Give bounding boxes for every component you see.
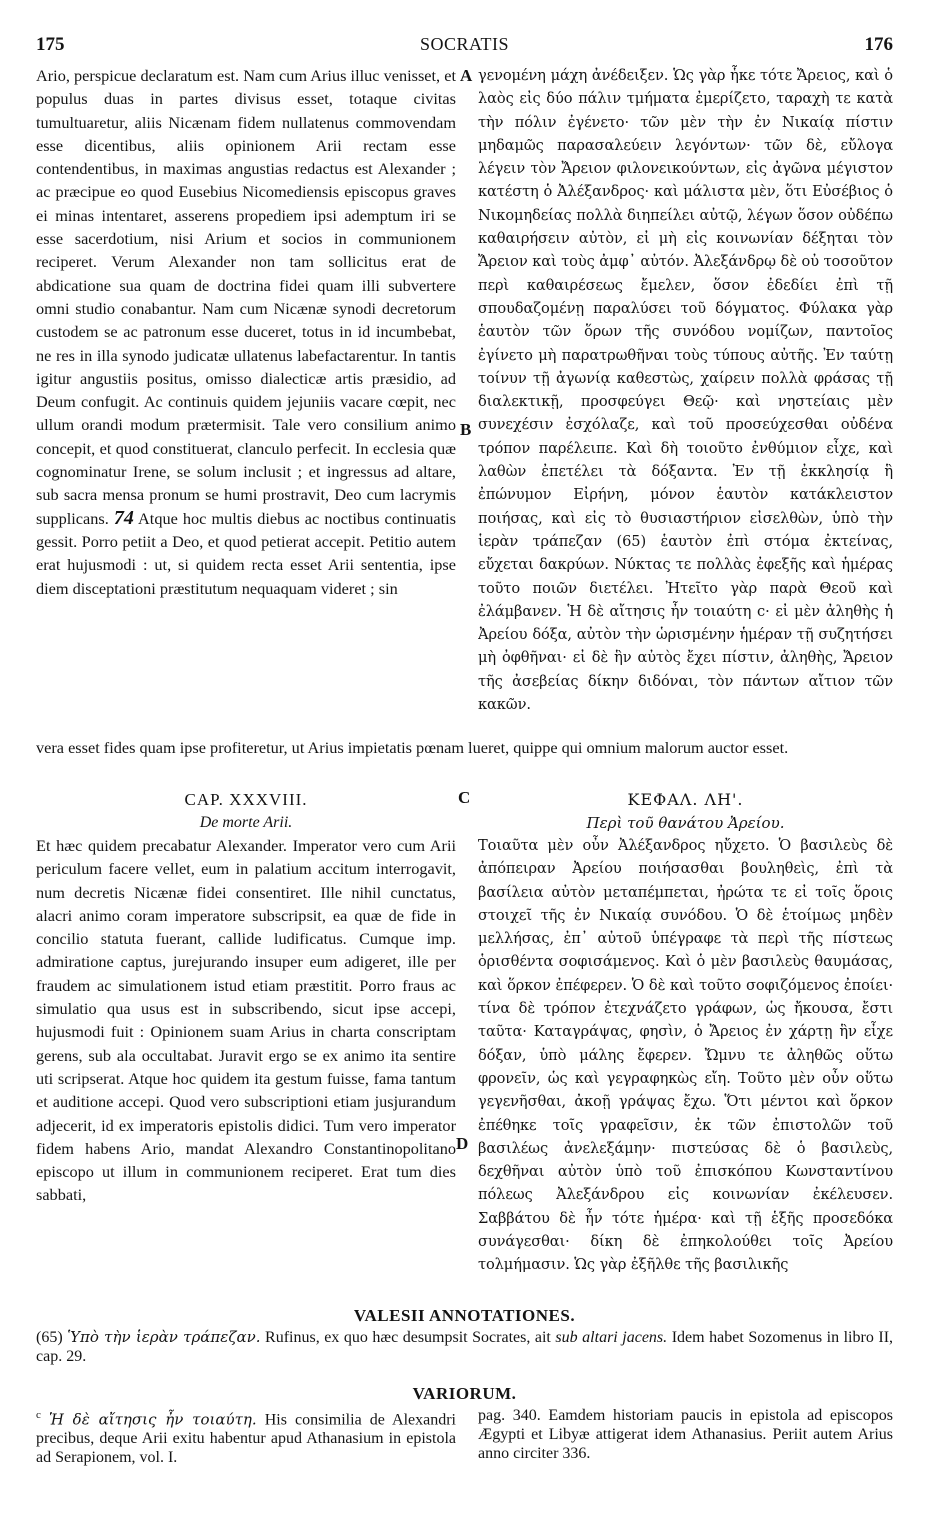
latin-chapter-heading bbox=[36, 788, 456, 834]
variorum-heading: VARIORUM. bbox=[412, 1384, 517, 1403]
variorum-left-text: His consimilia de Alexandri precibus, deque Arii exitu habentur apud Athanasium in epistola ad Serapionem, vol. I. bbox=[36, 1411, 456, 1467]
variorum-right-text: pag. 340. Eamdem historiam paucis in epistola ad episcopos Ægypti et Libyæ attigerat idem Athanasius. Periit autem Arius anno circiter 336. bbox=[478, 1407, 893, 1462]
variorum-marker: c bbox=[36, 1409, 41, 1421]
margin-letter-a: A bbox=[460, 66, 473, 85]
latin-chapter-text: Et hæc quidem precabatur Alexander. Imperator vero cum Arii periculum facere vellet, eum in palatium accitum interrogavit, num decretis Nicænæ fidei consentiret. Ille nihil cunctatus, alacri animo coram imperatore subscripsit, ea quæ de fide in concilio statuta fuerant, callide ludificatus. Cumque imp. admiratione captus, jurejurando insuper eum adigeret, ille per fraudem ac simulationem istud etiam præstitit. Porro fraus ac simulatio qua usus est in subscribendo, sicut ipse accepi, hujusmodi fuit : Opinionem suam Arius in charta conscriptam gerens, sub ala occultabat. Juravit ergo se ex animo ita sentire uti scripserat. Atque hoc quidem ita gestum fuisse, fama tantum et auditione accepi. Quod vero subscriptioni etiam jusjurandum adjecerit, id ex imperatoris epistolis didici. Tum vero imperator fidem habens Ario, mandat Alexandro Constantinopolitano episcopo ut illum in communionem reciperet. Erat tum dies sabbati, bbox=[36, 836, 456, 1205]
greek-column-top bbox=[478, 64, 893, 736]
page-number-right: 176 bbox=[864, 34, 893, 55]
latin-paragraph-top bbox=[36, 64, 456, 600]
valesii-heading: VALESII ANNOTATIONES. bbox=[353, 1306, 576, 1325]
latin-text-top: Ario, perspicue declaratum est. Nam cum Arius illuc venisset, et populus duas in partes divisus esset, totaque civitas tumultuaretur, aliis Nicænam fidem nullatenus commovendam esse dicentibus, aliis opinionem Arii rectam esse contendentibus, in maximas angustias redactus est Alexander ; ac præcipue eo quod Eusebius Nicomediensis episcopus graves ei minas intentaret, asserens propediem ipsi ademptum iri se esse sacerdotium, nisi Arium et socios in communionem reciperet. Verum Alexander non tam sollicitus erat de abdicatione sua quam de doctrina fidei quam illi subvertere omni studio conabantur. Nam cum Nicænæ synodi decretorum custodem se ac patronum esse duceret, totus in id incumbebat, ne res in illa synodo judicatæ ullatenus labefactarentur. In tantis igitur angustiis positus, omisso dialecticæ artis præsidio, ad Deum confugit. Ac continuis quidem jejuniis vacare cœpit, nec ullum orandi modum prætermisit. Tale vero consilium animo concepit, et quod constituerat, clanculo perfecit. In ecclesia quæ cognominatur Irene, se solum inclusit ; et ingressus ad altare, sub sacra mensa pronum se humi prostravit, Deo cum lacrymis supplicans. bbox=[36, 66, 456, 528]
latin-text-top-cont: Atque hoc multis diebus ac noctibus continuatis gessit. Porro petiit a Deo, et quod petierat accepit. Petitio autem erat hujusmodi : ut, si quidem recta esset Arii sententia, ipse diem disceptationi præstitutum nequaquam videret ; sin bbox=[36, 508, 456, 598]
valesii-note-number: (65) bbox=[36, 1329, 63, 1346]
running-head: SOCRATIS bbox=[419, 34, 510, 54]
valesii-note bbox=[36, 1328, 893, 1366]
greek-column-chapter bbox=[478, 834, 893, 1304]
margin-letter-c: C bbox=[458, 788, 471, 807]
chapter-title: CAP. XXXVIII. bbox=[184, 790, 308, 809]
latin-column-top bbox=[36, 64, 456, 736]
latin-tail bbox=[36, 736, 893, 784]
page-number-left: 175 bbox=[36, 34, 65, 55]
page-header bbox=[36, 34, 893, 58]
margin-letter-d: D bbox=[456, 1134, 469, 1153]
latin-tail-text: vera esset fides quam ipse profiteretur, ut Arius impietatis pœnam lueret, quippe qui omnium malorum auctor esset. bbox=[36, 738, 789, 757]
greek-chapter-subtitle: Περὶ τοῦ θανάτου Ἀρείου. bbox=[586, 814, 785, 832]
column-number-74: 74 bbox=[113, 506, 134, 529]
variorum-note-right bbox=[478, 1406, 893, 1463]
greek-chapter-heading bbox=[478, 788, 893, 834]
margin-letter-b: B bbox=[460, 420, 472, 439]
valesii-italic: sub altari jacens. bbox=[555, 1329, 668, 1346]
valesii-text-b: Idem habet Sozomenus in libro II, cap. 29. bbox=[36, 1329, 894, 1365]
variorum-note-left bbox=[36, 1406, 456, 1467]
valesii-text-a: Rufinus, ex quo hæc desumpsit Socrates, ait bbox=[265, 1329, 551, 1346]
greek-chapter-text: Τοιαῦτα μὲν οὖν Ἀλέξανδρος ηὔχετο. Ὁ βασιλεὺς δὲ ἀπόπειραν Ἀρείου ποιήσασθαι βουληθεὶς, ἐπὶ τὰ βασίλεια αὐτὸν μεταπέμπεται, ἠρώτα τε εἰ τοῖς ὅροις στοιχεῖ τῆς ἐν Νικαίᾳ συνόδου. Ὁ δὲ ἑτοίμως μηδὲν μελλήσας, ἐπ᾽ αὐτοῦ ὑπέγραφε τὰ περὶ τῆς πίστεως ὁρισθέντα σοφισάμενος. Καὶ ὁ μὲν βασιλεὺς θαυμάσας, καὶ ὅρκον ἐπέφερεν. Ὁ δὲ καὶ τοῦτο σοφιζόμενος ἐποίει· τίνα δὲ τρόπον ἐτεχνάζετο γράφων, ὡς ἤκουσα, ἔστι ταῦτα· Καταγράψας, φησὶν, ὁ Ἄρειος ἐν χάρτῃ ἣν εἶχε δόξαν, ὑπὸ μάλης ἔφερεν. Ὤμνυ τε ἀληθῶς οὕτω φρονεῖν, ὡς καὶ γεγραφηκὼς εἴη. Τοῦτο μὲν οὖν οὕτω γεγενῆσθαι, ἀκοῇ γράψας ἔχω. Ὅτι μέντοι καὶ ὅρκον ἐπέθηκε τοῖς γραφεῖσιν, ἐκ τῶν ἐπιστολῶν τοῦ βασιλέως ἀνελεξάμην· πιστεύσας δὲ ὁ βασιλεὺς, δεχθῆναι αὐτὸν ὑπὸ τοῦ ἐπισκόπου Κωνσταντίνου πόλεως Ἀλεξάνδρου εἰς κοινωνίαν ἐκέλευσεν. Σαββάτου δὲ ἦν τότε ἡμέρα· καὶ τῇ ἑξῆς προσεδόκα συνάγεσθαι· δίκη δὲ ἐπηκολούθει τοῖς Ἀρείου τολμήμασιν. Ὡς γὰρ ἐξῆλθε τῆς βασιλικῆς bbox=[478, 837, 893, 1274]
chapter-subtitle: De morte Arii. bbox=[199, 814, 293, 831]
valesii-greek-lemma: Ὑπὸ τὴν ἱερὰν τράπεζαν. bbox=[67, 1328, 261, 1346]
variorum-greek-lemma: Ἡ δὲ αἴτησις ἦν τοιαύτη. bbox=[48, 1410, 257, 1429]
greek-text-top: γενομένη μάχη ἀνέδειξεν. Ὡς γὰρ ἧκε τότε Ἄρειος, καὶ ὁ λαὸς εἰς δύο πάλιν τμήματα ἐμερίζετο, ταραχὴ τε κατὰ τὴν πόλιν ἐγένετο· τῶν μὲν τὴν ἐν Νικαίᾳ πίστιν μηδαμῶς παρασαλεύειν λεγόντων· τῶν δὲ, εὔλογα λέγειν τὸν Ἄρειον φιλονεικούντων, εἰς ἀγῶνα μέγιστον κατέστη ὁ Ἀλέξανδρος· καὶ μάλιστα μὲν, ὅτι Εὐσέβιος ὁ Νικομηδείας πολλὰ διηπείλει αὐτῷ, λέγων ὅσον οὐδέπω καθαιρήσειν αὐτὸν, εἰ μὴ εἰς κοινωνίαν δέξηται τὸν Ἄρειον καὶ τοὺς ἀμφ᾽ αὐτόν. Ἀλεξάνδρῳ δὲ οὐ τοσοῦτον περὶ καθαιρέσεως ἔμελεν, ὅσον ἐδεδίει ἐπὶ τῇ σπουδαζομένῃ παραλύσει τοῦ δόγματος. Φύλακα γὰρ ἑαυτὸν τῶν ὅρων τῆς συνόδου νομίζων, παντοῖος ἐγίνετο μὴ παρατρωθῆναι τοὺς τύπους αὐτῆς. Ἐν ταύτῃ τοίνυν τῇ ἀγωνίᾳ καθεστὼς, χαίρειν πολλὰ φράσας τῇ διαλεκτικῇ, προσφεύγει Θεῷ· καὶ νηστείαις μὲν συνεχέσιν ἐσχόλαζε, καὶ τοῦ προσεύχεσθαι οὐδένα τρόπον παρέλειπε. Καὶ δὴ τοιοῦτο ἐνθύμιον εἶχε, καὶ λαθὼν ἐπετέλει τὰ δόξαντα. Ἐν τῇ ἐκκλησίᾳ ἣ ἐπώνυμον Εἰρήνη, μόνον ἑαυτὸν κατάκλειστον ποιήσας, καὶ εἰς τὸ θυσιαστήριον εἰσελθὼν, ὑπὸ τὴν ἱερὰν τράπεζαν (65) ἑαυτὸν ἐπὶ στόμα ἐκτείνας, εὔχεται δακρύων. Νύκτας τε πολλὰς ἐφεξῆς καὶ ἡμέρας τοῦτο ποιῶν διετέλει. Ἠτεῖτο γὰρ παρὰ Θεοῦ καὶ ἐλάμβανεν. Ἡ δὲ αἴτησις ἦν τοιαύτη c· εἰ μὲν ἀληθὴς ἡ Ἀρείου δόξα, αὐτὸν τὴν ὡρισμένην ἡμέραν τῇ συζητήσει μὴ ὀφθῆναι· εἰ δὲ ἣν αὐτὸς ἔχει πίστιν, ἀληθὴς, Ἄρειον τῆς ἀσεβείας δίκην διδόναι, τὸν πάντων αἴτιον τῶν κακῶν. bbox=[478, 67, 893, 714]
greek-chapter-title: ΚΕΦΑΛ. ΛΗ'. bbox=[627, 790, 744, 809]
latin-column-chapter bbox=[36, 834, 456, 1304]
